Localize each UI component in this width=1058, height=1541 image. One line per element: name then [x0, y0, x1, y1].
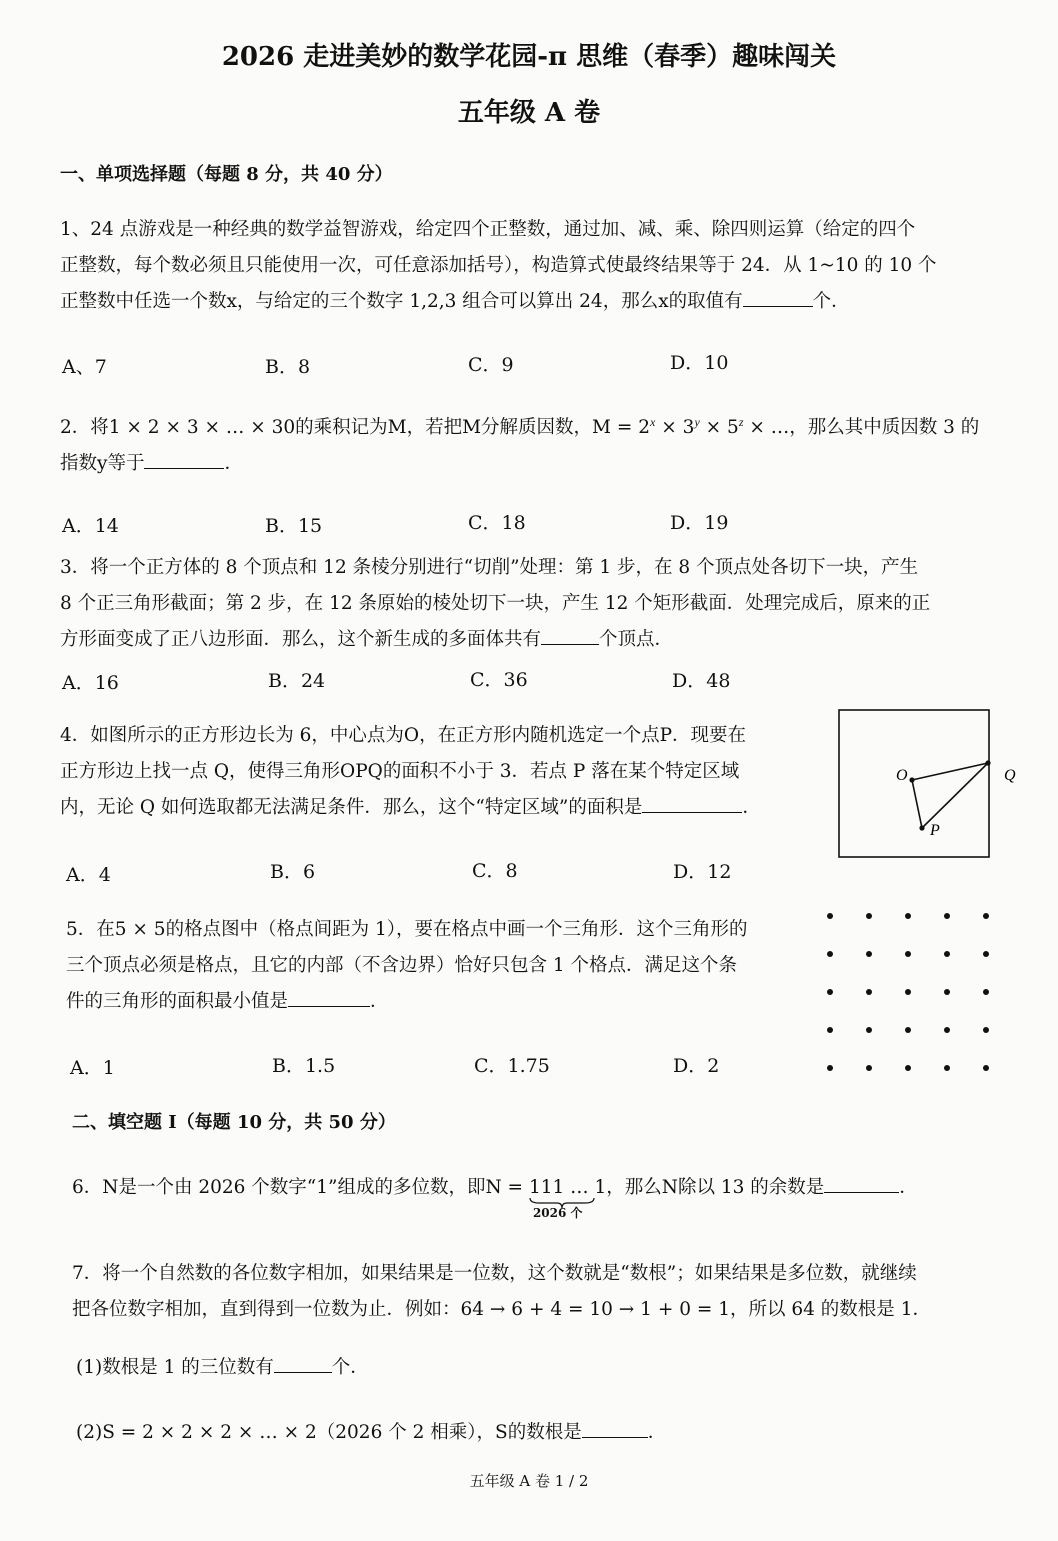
- q7-line: 7．将一个自然数的各位数字相加，如果结果是一位数，这个数就是“数根”；如果结果是多位数，就继续: [72, 1263, 917, 1284]
- q3-choice-b[interactable]: B．24: [268, 670, 326, 692]
- q2-choice-b[interactable]: B．15: [265, 515, 323, 537]
- lattice-point: [983, 951, 989, 957]
- lattice-point: [944, 1065, 950, 1071]
- lattice-point: [983, 913, 989, 919]
- lattice-point: [944, 913, 950, 919]
- q1-choice-a[interactable]: A、7: [62, 356, 107, 378]
- q7-part-1: (1)数根是 1 的三位数有 个．: [76, 1350, 369, 1386]
- answer-blank[interactable]: [274, 1353, 332, 1373]
- q3-line: 8 个正三角形截面；第 2 步，在 12 条原始的棱处切下一块，产生 12 个矩形截面．处理完成后，原来的正: [60, 593, 931, 614]
- q3-choice-a[interactable]: A．16: [62, 672, 119, 694]
- lattice-point: [866, 1027, 872, 1033]
- lattice-point: [905, 1065, 911, 1071]
- q7-part-2: (2)S = 2 × 2 × 2 × … × 2（2026 个 2 相乘），S的数根是 ．: [76, 1415, 666, 1451]
- lattice-point: [944, 989, 950, 995]
- question-4: [60, 718, 820, 826]
- lattice-point: [983, 989, 989, 995]
- point-o: [909, 777, 914, 782]
- label-p: P: [930, 822, 940, 839]
- question-5: [66, 912, 806, 1020]
- lattice-point: [866, 951, 872, 957]
- q1-choice-d[interactable]: D．10: [670, 352, 729, 374]
- lattice-point: [866, 913, 872, 919]
- section-heading-single-choice: 一、单项选择题（每题 8 分，共 40 分）: [60, 164, 393, 185]
- page-footer: 五年级 A 卷 1 / 2: [469, 1472, 589, 1490]
- question-7: [72, 1256, 1032, 1328]
- answer-blank[interactable]: [642, 793, 742, 813]
- lattice-point: [827, 1027, 833, 1033]
- q4-choice-a[interactable]: A．4: [66, 864, 111, 886]
- lattice-grid-5x5: [815, 905, 1005, 1080]
- lattice-point: [983, 1065, 989, 1071]
- q2-choice-d[interactable]: D．19: [670, 512, 729, 534]
- answer-blank[interactable]: [582, 1418, 648, 1438]
- lattice-point: [905, 913, 911, 919]
- q5-choice-c[interactable]: C．1.75: [474, 1055, 550, 1077]
- answer-blank[interactable]: [743, 287, 813, 307]
- q5-choice-a[interactable]: A．1: [70, 1057, 115, 1079]
- point-q: [985, 760, 990, 765]
- lattice-point: [827, 951, 833, 957]
- q5-line: 三个顶点必须是格点，且它的内部（不含边界）恰好只包含 1 个格点．满足这个条: [66, 955, 738, 976]
- exam-subtitle: 五年级 A 卷: [457, 98, 601, 128]
- answer-blank[interactable]: [541, 625, 599, 645]
- q7-line: 把各位数字相加，直到得到一位数为止．例如：64 → 6 + 4 = 10 → 1 + 0 = 1，所以 64 的数根是 1．: [72, 1299, 931, 1320]
- question-6: 6．N是一个由 2026 个数字“1”组成的多位数，即N = 111 … 1 2026 个 ，那么N除以 13 的余数是 ．: [72, 1170, 1022, 1206]
- q3-choice-c[interactable]: C．36: [470, 669, 528, 691]
- q3-line: 方形面变成了正八边形面．那么，这个新生成的多面体共有 个顶点．: [60, 622, 1010, 658]
- answer-blank[interactable]: [144, 449, 224, 469]
- lattice-point: [866, 1065, 872, 1071]
- q2-line: 2．将1 × 2 × 3 × … × 30的乘积记为M，若把M分解质因数，$M = 2^x \times 3^y \times 5^z$ × …，那么其中质因数 3 的: [60, 415, 980, 439]
- exam-title: 2026 走进美妙的数学花园-π 思维（春季）趣味闯关: [221, 42, 837, 72]
- q4-choice-c[interactable]: C．8: [472, 860, 518, 882]
- q5-choice-d[interactable]: D．2: [673, 1055, 720, 1077]
- q2-choice-c[interactable]: C．18: [468, 512, 526, 534]
- q3-line: 3．将一个正方体的 8 个顶点和 12 条棱分别进行“切削”处理：第 1 步，在 8 个顶点处各切下一块，产生: [60, 557, 919, 578]
- q5-choice-b[interactable]: B．1.5: [272, 1055, 336, 1077]
- section-heading-fill-blank: 二、填空题 I（每题 10 分，共 50 分）: [72, 1112, 396, 1133]
- repunit-number: 111 … 1 2026 个: [528, 1177, 607, 1220]
- point-p: [919, 825, 924, 830]
- q4-line: 内，无论 Q 如何选取都无法满足条件．那么，这个“特定区域”的面积是 ．: [60, 790, 820, 826]
- q2-choice-a[interactable]: A．14: [62, 515, 119, 537]
- q1-choice-b[interactable]: B．8: [265, 356, 311, 378]
- answer-blank[interactable]: [824, 1173, 899, 1193]
- question-3: [60, 550, 1010, 658]
- lattice-point: [944, 951, 950, 957]
- lattice-point: [827, 1065, 833, 1071]
- q2-line: 指数y等于 ．: [60, 446, 1010, 482]
- answer-blank[interactable]: [288, 987, 370, 1007]
- lattice-point: [866, 989, 872, 995]
- q1-line: 正整数，每个数必须且只能使用一次，可任意添加括号），构造算式使最终结果等于 24．从 1~10 的 10 个: [60, 255, 937, 276]
- q4-line: 正方形边上找一点 Q，使得三角形OPQ的面积不小于 3．若点 P 落在某个特定区域: [60, 761, 740, 782]
- label-o: O: [896, 767, 908, 784]
- question-2: [60, 404, 1010, 482]
- q1-choice-c[interactable]: C．9: [468, 354, 514, 376]
- triangle-opq: [912, 763, 988, 828]
- q4-choice-b[interactable]: B．6: [270, 861, 316, 883]
- label-q: Q: [1004, 767, 1016, 784]
- lattice-point: [905, 1027, 911, 1033]
- lattice-point: [905, 951, 911, 957]
- lattice-point: [944, 1027, 950, 1033]
- q1-line: 正整数中任选一个数x，与给定的三个数字 1,2,3 组合可以算出 24，那么x的取值有 个．: [60, 284, 1010, 320]
- lattice-point: [983, 1027, 989, 1033]
- q4-line: 4．如图所示的正方形边长为 6，中心点为O，在正方形内随机选定一个点P．现要在: [60, 725, 747, 746]
- lattice-point: [905, 989, 911, 995]
- square-opq-figure: [830, 700, 1040, 870]
- q1-line: 1、24 点游戏是一种经典的数学益智游戏，给定四个正整数，通过加、减、乘、除四则运算（给定的四个: [60, 219, 916, 240]
- q4-choice-d[interactable]: D．12: [673, 861, 732, 883]
- brace-label: 2026 个: [532, 1206, 583, 1220]
- q5-line: 5．在5 × 5的格点图中（格点间距为 1），要在格点中画一个三角形．这个三角形的: [66, 919, 748, 940]
- lattice-point: [827, 989, 833, 995]
- question-1: [60, 212, 1010, 320]
- q5-line: 件的三角形的面积最小值是 ．: [66, 984, 806, 1020]
- q3-choice-d[interactable]: D．48: [672, 670, 731, 692]
- lattice-point: [827, 913, 833, 919]
